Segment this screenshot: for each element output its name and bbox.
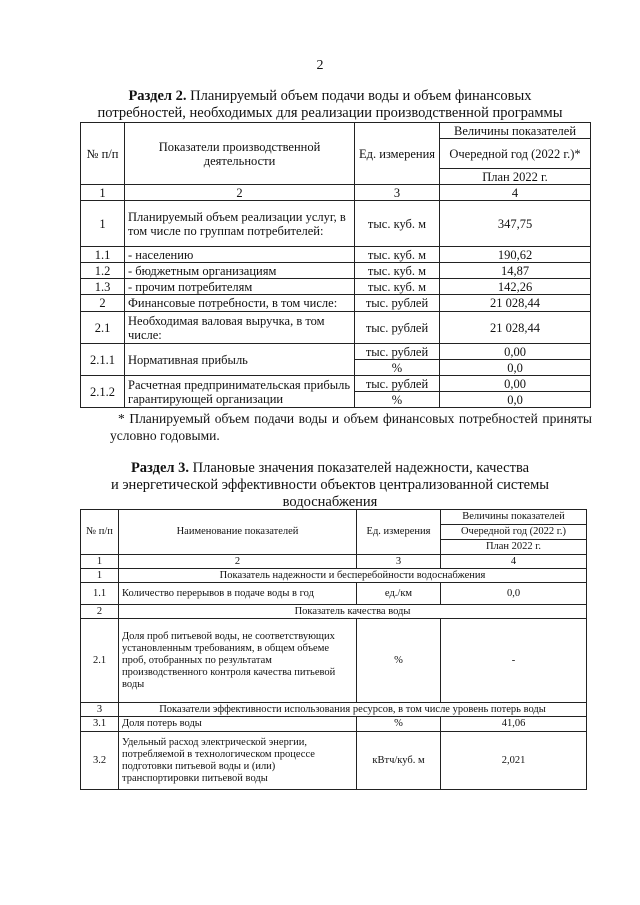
row-value: 14,87	[440, 263, 591, 279]
row-num: 2.1.2	[81, 376, 125, 408]
row-num: 1	[81, 201, 125, 247]
row-name: Доля потерь воды	[119, 717, 357, 732]
row-name: Необходимая валовая выручка, в том числе:	[125, 312, 355, 344]
table-row	[81, 201, 591, 247]
row-value: -	[441, 619, 587, 703]
section3-table	[80, 509, 587, 790]
table-row	[81, 376, 591, 392]
table-row	[81, 619, 587, 703]
row-name: - населению	[125, 247, 355, 263]
group-row	[81, 569, 587, 583]
row-value: 0,00	[440, 344, 591, 360]
s3-colnum: 3	[357, 555, 441, 569]
table-row	[81, 247, 591, 263]
section2-table	[80, 122, 591, 408]
row-name: Количество перерывов в подаче воды в год	[119, 583, 357, 605]
s3-colnums-row	[81, 555, 587, 569]
row-name: Доля проб питьевой воды, не соответствующих установленным требованиям, в общем объеме проб, отобранных по результатам производственного контроля качества питьевой воды	[119, 619, 357, 703]
group-num: 2	[81, 605, 119, 619]
s3-colnum: 1	[81, 555, 119, 569]
table-row	[81, 263, 591, 279]
row-unit: %	[357, 619, 441, 703]
section2-footnote	[110, 410, 592, 444]
row-name: Нормативная прибыль	[125, 344, 355, 376]
row-unit: %	[355, 392, 440, 408]
row-unit: %	[355, 360, 440, 376]
table-row	[81, 583, 587, 605]
table-row	[81, 717, 587, 732]
s3-colnum: 4	[441, 555, 587, 569]
s2-colnum: 1	[81, 185, 125, 201]
s2-colnum: 2	[125, 185, 355, 201]
row-unit: %	[357, 717, 441, 732]
row-num: 3.2	[81, 732, 119, 790]
row-value: 142,26	[440, 279, 591, 295]
row-unit: тыс. куб. м	[355, 263, 440, 279]
section2-title-line2: потребностей, необходимых для реализации производственной программы	[97, 105, 563, 121]
section2-title	[70, 88, 590, 122]
s2-header-plan: План 2022 г.	[440, 169, 591, 185]
row-num: 1.3	[81, 279, 125, 295]
s2-header-num: № п/п	[81, 123, 125, 185]
group-num: 3	[81, 703, 119, 717]
row-unit: ед./км	[357, 583, 441, 605]
table-row	[81, 344, 591, 360]
row-value: 347,75	[440, 201, 591, 247]
row-name: - бюджетным организациям	[125, 263, 355, 279]
s2-header-unit: Ед. измерения	[355, 123, 440, 185]
table-row	[81, 279, 591, 295]
section2-title-rest: Планируемый объем подачи воды и объем финансовых	[186, 88, 532, 104]
s2-colnum: 3	[355, 185, 440, 201]
row-unit: тыс. куб. м	[355, 201, 440, 247]
row-num: 2.1	[81, 312, 125, 344]
s3-header-unit: Ед. измерения	[357, 510, 441, 555]
s3-header-values-group: Величины показателей	[441, 510, 587, 525]
table-row	[81, 295, 591, 312]
group-row	[81, 605, 587, 619]
s3-header-indicator: Наименование показателей	[119, 510, 357, 555]
group-row	[81, 703, 587, 717]
s2-colnums-row	[81, 185, 591, 201]
s2-colnum: 4	[440, 185, 591, 201]
row-value: 0,0	[440, 392, 591, 408]
s2-header-indicator: Показатели производственной деятельности	[125, 123, 355, 185]
row-value: 190,62	[440, 247, 591, 263]
section3-title	[70, 460, 590, 511]
table-row	[81, 732, 587, 790]
group-title: Показатель надежности и бесперебойности водоснабжения	[119, 569, 587, 583]
row-unit: тыс. рублей	[355, 344, 440, 360]
s2-header-next-year: Очередной год (2022 г.)*	[440, 139, 591, 169]
page-number: 2	[316, 58, 324, 73]
row-name: Удельный расход электрической энергии, потребляемой в технологическом процессе подготовки питьевой воды и (или) транспортировки питьевой воды	[119, 732, 357, 790]
row-num: 1.2	[81, 263, 125, 279]
section3-title-bold: Раздел 3.	[130, 460, 190, 476]
row-value: 21 028,44	[440, 312, 591, 344]
row-num: 1.1	[81, 247, 125, 263]
table-row	[81, 312, 591, 344]
row-name: Финансовые потребности, в том числе:	[125, 295, 355, 312]
row-num: 3.1	[81, 717, 119, 732]
section2-title-bold: Раздел 2.	[128, 88, 187, 104]
s2-header-values-group: Величины показателей	[440, 123, 591, 139]
row-value: 21 028,44	[440, 295, 591, 312]
row-value: 0,0	[441, 583, 587, 605]
row-name: Расчетная предпринимательская прибыль гарантирующей организации	[125, 376, 355, 408]
row-value: 0,00	[440, 376, 591, 392]
footnote-text: * Планируемый объем подачи воды и объем финансовых потребностей приняты условно годовыми.	[110, 411, 592, 443]
s3-header-plan: План 2022 г.	[441, 540, 587, 555]
s3-header-num: № п/п	[81, 510, 119, 555]
row-unit: кВтч/куб. м	[357, 732, 441, 790]
row-name: Планируемый объем реализации услуг, в том числе по группам потребителей:	[125, 201, 355, 247]
row-unit: тыс. рублей	[355, 312, 440, 344]
s3-header-next-year: Очередной год (2022 г.)	[441, 525, 587, 540]
section3-title-line2: и энергетической эффективности объектов централизованной системы	[110, 477, 550, 493]
row-unit: тыс. рублей	[355, 376, 440, 392]
row-value: 41,06	[441, 717, 587, 732]
row-num: 2.1	[81, 619, 119, 703]
group-title: Показатель качества воды	[119, 605, 587, 619]
row-num: 2.1.1	[81, 344, 125, 376]
group-num: 1	[81, 569, 119, 583]
row-unit: тыс. куб. м	[355, 247, 440, 263]
group-title: Показатели эффективности использования ресурсов, в том числе уровень потерь воды	[119, 703, 587, 717]
row-value: 2,021	[441, 732, 587, 790]
row-value: 0,0	[440, 360, 591, 376]
row-num: 2	[81, 295, 125, 312]
row-unit: тыс. рублей	[355, 295, 440, 312]
row-name: - прочим потребителям	[125, 279, 355, 295]
section3-title-rest: Плановые значения показателей надежности, качества	[189, 460, 530, 476]
row-unit: тыс. куб. м	[355, 279, 440, 295]
row-num: 1.1	[81, 583, 119, 605]
s3-colnum: 2	[119, 555, 357, 569]
section3-title-line3: водоснабжения	[282, 494, 378, 510]
